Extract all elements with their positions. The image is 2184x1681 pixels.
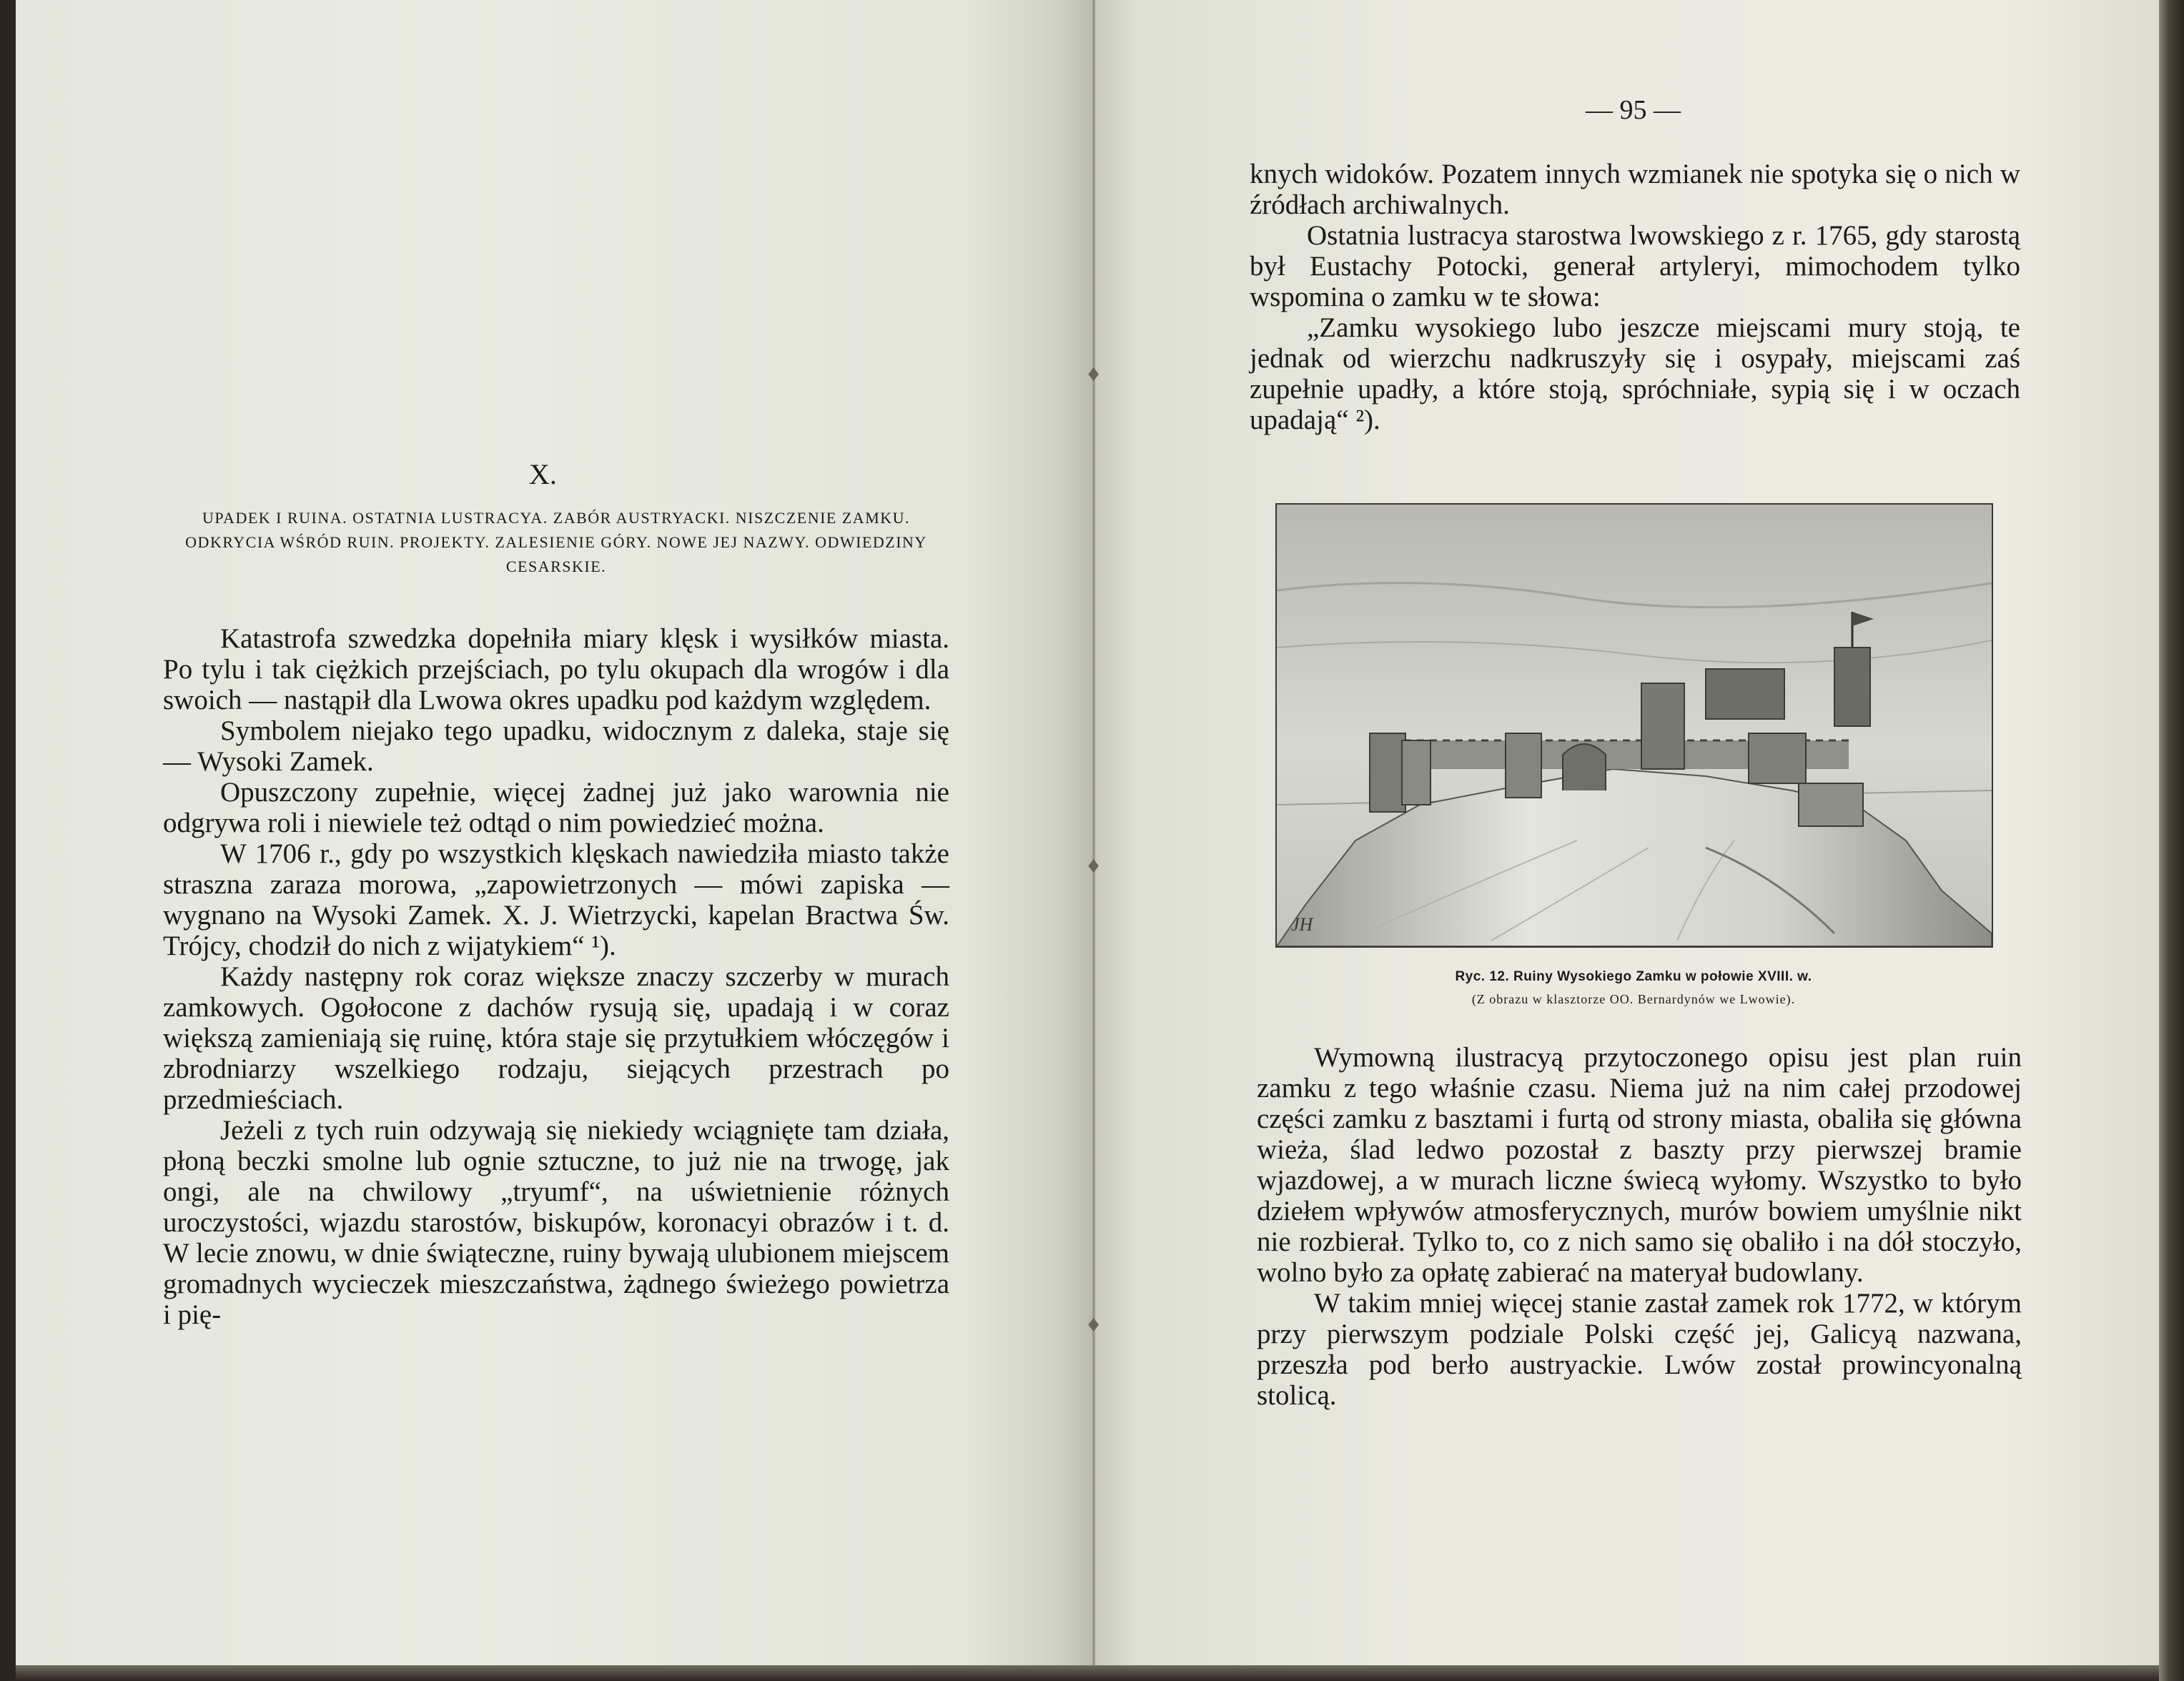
book-edge: [2159, 0, 2184, 1681]
paragraph: „Zamku wysokiego lubo jeszcze miejscami mury stoją, te jednak od wierzchu nadkruszyły się i osypały, miejscami zaś zupełnie upadły, a które stoją, spróchniałe, sypią się i w oczach upadają“ ²).: [1250, 312, 2020, 435]
book-bottom-edge: [16, 1665, 2159, 1681]
castle-ruins-drawing: [1277, 505, 1992, 946]
chapter-number: X.: [529, 458, 557, 490]
binding-stitch: ♦: [1085, 1315, 1102, 1337]
paragraph: Katastrofa szwedzka dopełniła miary klęsk i wysiłków miasta. Po tylu i tak ciężkich przejściach, po tylu okupach dla wrogów i dla swoich — nastąpił dla Lwowa okres upadku pod każdym względem.: [163, 623, 949, 715]
paragraph: W 1706 r., gdy po wszystkich klęskach nawiedziła miasto także straszna zaraza morowa, „zapowietrzonych — mówi zapiska — wygnano na Wysoki Zamek. X. J. Wietrzycki, kapelan Bractwa Św. Trójcy, chodził do nich z wijatykiem“ ¹).: [163, 838, 949, 961]
paragraph: W takim mniej więcej stanie zastał zamek rok 1772, w którym przy pierwszym podziale Polski część jej, Galicyą nazwana, przeszła pod berło austryackie. Lwów został prowincyonalną stolicą.: [1257, 1288, 2022, 1411]
binding-stitch: ♦: [1085, 365, 1102, 386]
paragraph: Każdy następny rok coraz większe znaczy szczerby w murach zamkowych. Ogołocone z dachów rysują się, upadają i w coraz większą zamieniają się ruinę, która staje się przytułkiem włóczęgów i zbrodniarzy wszelkiego rodzaju, siejących przestrach po przedmieściach.: [163, 961, 949, 1115]
paragraph: Symbolem niejako tego upadku, widocznym z daleka, staje się — Wysoki Zamek.: [163, 715, 949, 777]
figure-caption: Ryc. 12. Ruiny Wysokiego Zamku w połowie XVIII. w.: [1455, 969, 1812, 984]
paragraph: knych widoków. Pozatem innych wzmianek nie spotyka się o nich w źródłach archiwalnych.: [1250, 159, 2020, 220]
page-number: — 95 —: [1586, 95, 1681, 125]
right-body-text-bottom: [1257, 1042, 2022, 1411]
paragraph: Wymowną ilustracyą przytoczonego opisu jest plan ruin zamku z tego właśnie czasu. Niema już na nim całej przodowej części zamku z basztami i furtą od strony miasta, obaliła się główna wieża, ślad ledwo pozostał z baszty przy pierwszej bramie wjazdowej, a w murach liczne świecą wyłomy. Wszystko to było dziełem wpływów atmosferycznych, murów bowiem umyślnie nikt nie rozbierał. Tylko to, co z nich samo się obaliło i na dół stoczyło, wolno było za opłatę zabierać na materyał budowlany.: [1257, 1042, 2022, 1288]
paragraph: Ostatnia lustracya starostwa lwowskiego z r. 1765, gdy starostą był Eustachy Potocki, generał artyleryi, mimochodem tylko wspomina o zamku w te słowa:: [1250, 220, 2020, 312]
paragraph: Jeżeli z tych ruin odzywają się niekiedy wciągnięte tam działa, płoną beczki smolne lub ognie sztuczne, to już nie na trwogę, jak ongi, ale na chwilowy „tryumf“, na uświetnienie różnych uroczystości, wjazdu starostów, biskupów, koronacyi obrazów i t. d. W lecie znowu, w dnie świąteczne, ruiny bywają ulubionem miejscem gromadnych wycieczek mieszczaństwa, żądnego świeżego powietrza i pię-: [163, 1115, 949, 1330]
left-body-text: [163, 623, 949, 1330]
figure-source: (Z obrazu w klasztorze OO. Bernardynów we Lwowie).: [1471, 992, 1796, 1006]
artist-signature: JH: [1291, 914, 1313, 935]
binding-stitch: ♦: [1085, 856, 1102, 878]
castle-ruins-illustration: [1275, 503, 1993, 948]
paragraph: Opuszczony zupełnie, więcej żadnej już jako warownia nie odgrywa roli i niewiele też odtąd o nim powiedzieć można.: [163, 777, 949, 838]
chapter-subtitle: UPADEK I RUINA. OSTATNIA LUSTRACYA. ZABÓR AUSTRYACKI. NISZCZENIE ZAMKU. ODKRYCIA WŚRÓD RUIN. PROJEKTY. ZALESIENIE GÓRY. NOWE JEJ NAZWY. ODWIEDZINY CESARSKIE.: [185, 509, 927, 575]
book-gutter: [1092, 0, 1095, 1681]
right-body-text-top: [1250, 159, 2020, 435]
